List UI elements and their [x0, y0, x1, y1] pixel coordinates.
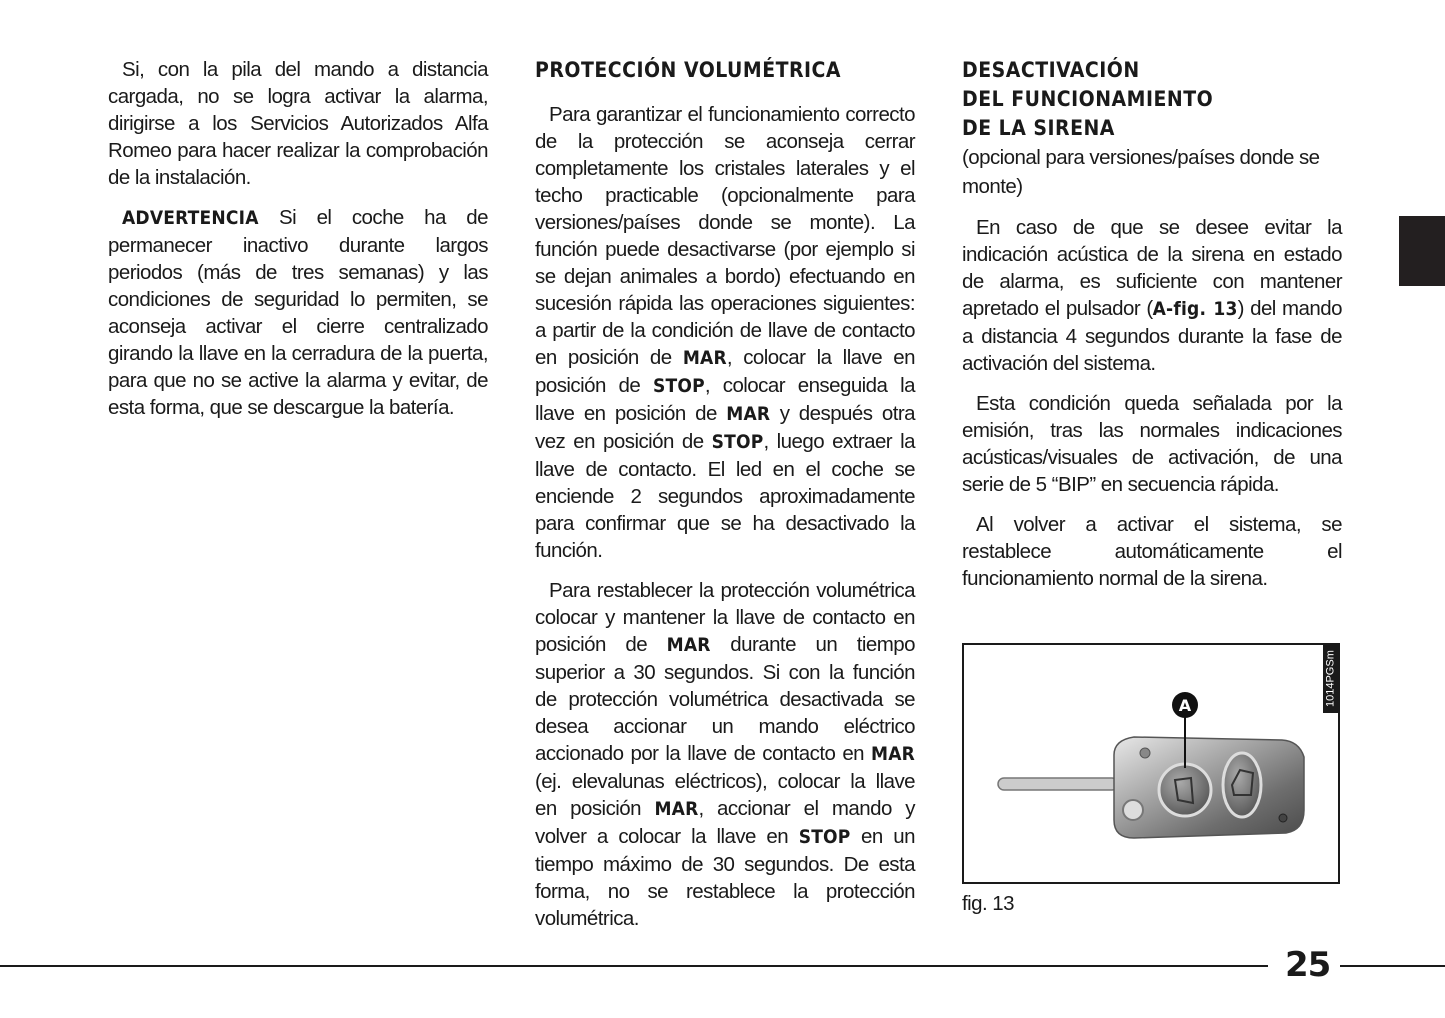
paragraph-battery-check: Si, con la pila del mando a distancia cargada, no se logra activar la alarma, dirigirse a los Servicios Autorizados Alfa Romeo para hacer realizar la comprobación de la instalación.	[108, 58, 488, 189]
column-3	[962, 56, 1342, 605]
figure-code: 1014PGSm	[1323, 645, 1338, 713]
lock-button-icon	[1159, 764, 1211, 816]
paragraph-siren-signal: Esta condición queda señalada por la emisión, tras las normales indicaciones acústicas/visuales de activación, de una serie de 5 “BIP” en secuencia rápida.	[962, 392, 1342, 496]
footer-rule-left	[0, 965, 1268, 967]
paragraph-volumetric-disable: Para garantizar el funcionamiento correcto de la protección se aconseja cerrar completamente los cristales laterales y el techo practicable (opcionalmente para versiones/países donde se monte). La función puede desactivarse (por ejemplo si se dejan animales a bordo) efectuando en sucesión rápida las operaciones siguientes: a partir de la condición de llave de contacto en posición de MAR, colocar la llave en posición de STOP, colocar enseguida la llave en posición de MAR y después otra vez en posición de STOP, luego extraer la llave de contacto. El led en el coche se enciende 2 segundos aproximadamente para confirmar que se ha desactivado la función.	[535, 103, 915, 562]
figure-13	[962, 643, 1340, 884]
remote-key-fob-icon	[964, 645, 1338, 882]
warning-label: ADVERTENCIA	[122, 207, 259, 229]
column-1	[108, 56, 488, 434]
column-2	[535, 56, 915, 945]
paragraph-warning: ADVERTENCIA Si el coche ha de permanecer inactivo durante largos periodos (más de tres semanas) y las condiciones de seguridad lo permiten, se aconseja activar el cierre centralizado girando la llave en la cerradura de la puerta, para que no se active la alarma y evitar, de esta forma, que se descargue la batería.	[108, 206, 488, 419]
svg-text:A: A	[1178, 696, 1192, 715]
page-number: 25	[1285, 945, 1331, 985]
section-tab-marker	[1399, 216, 1445, 286]
boot-button-icon	[1223, 753, 1261, 817]
paragraph-volumetric-restore: Para restablecer la protección volumétrica colocar y mantener la llave de contacto en posición de MAR durante un tiempo superior a 30 segundos. Si con la función de protección volumétrica desactivada se desea accionar un mando eléctrico accionado por la llave de contacto en MAR (ej. elevalunas eléctricos), colocar la llave en posición MAR, accionar el mando y volver a colocar la llave en STOP en un tiempo máximo de 30 segundos. De esta forma, no se restablece la protección volumétrica.	[535, 579, 916, 930]
paragraph-siren-restore: Al volver a activar el sistema, se restablece automáticamente el funcionamiento normal de la sirena.	[962, 513, 1342, 590]
paragraph-siren-disable: En caso de que se desee evitar la indicación acústica de la sirena en estado de alarma, es suficiente con mantener apretado el pulsador (A-fig. 13) del mando a distancia 4 segundos durante la fase de activación del sistema.	[962, 216, 1342, 375]
footer-rule-right	[1340, 965, 1445, 967]
figure-caption: fig. 13	[962, 892, 1014, 915]
section-subtitle: (opcional para versiones/países donde se monte)	[962, 146, 1320, 198]
section-heading-siren: DESACTIVACIÓN DEL FUNCIONAMIENTO DE LA SIRENA	[962, 58, 1214, 140]
section-heading-volumetric: PROTECCIÓN VOLUMÉTRICA	[535, 58, 842, 82]
